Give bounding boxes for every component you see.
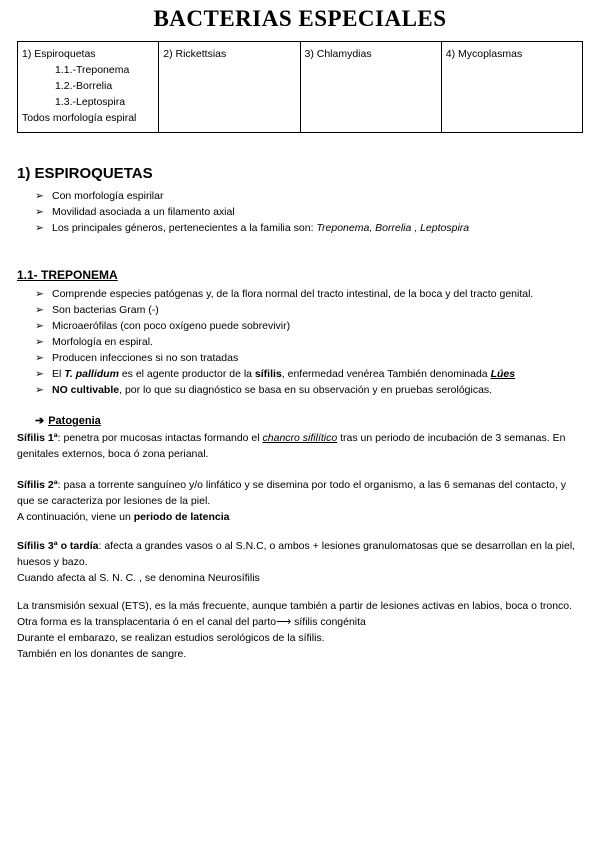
stage-label: Sífilis 1ª [17, 432, 58, 444]
right-arrow-icon: ➔ [35, 415, 45, 427]
disease-alias: Lúes [490, 368, 516, 380]
list-item: ➢ Morfología en espiral. [35, 336, 153, 348]
list-item: ➢ Con morfología espirilar [35, 190, 164, 202]
chancro-term: chancro sifilítico [262, 432, 338, 444]
text-line: También en los donantes de sangre. [17, 648, 187, 660]
text-line: La transmisión sexual (ETS), es la más frecuente, aunque también a partir de lesiones activas en labios, boca o tronco. [17, 600, 573, 612]
species-name: T. pallidum [64, 368, 119, 380]
arrow-bullet-icon: ➢ [35, 206, 44, 218]
paragraph-sifilis-secundaria: Sífilis 2ª: pasa a torrente sanguíneo y/o linfático y se disemina por todo el organismo, a las 6 semanas del contacto, y que se caracteriza por lesiones de la piel. A continuación, viene un periodo de latencia [17, 479, 567, 523]
patogenia-label: Patogenia [48, 415, 101, 427]
stage-label: Sífilis 3ª o tardía [17, 540, 99, 552]
table-cell-rickettsias: 2) Rickettsias [159, 42, 300, 133]
arrow-bullet-icon: ➢ [35, 336, 44, 348]
classification-table [17, 41, 583, 133]
latency-term: periodo de latencia [133, 511, 230, 523]
arrow-bullet-icon: ➢ [35, 222, 44, 234]
genera-names: Treponema, Borrelia , Leptospira [316, 222, 470, 234]
document-title: BACTERIAS ESPECIALES [153, 6, 447, 31]
list-item: ➢ Microaerófilas (con poco oxígeno puede sobrevivir) [35, 320, 291, 332]
text-line: Otra forma es la transplacentaria ó en el canal del parto⟶ sífilis congénita [17, 616, 366, 628]
arrow-bullet-icon: ➢ [35, 320, 44, 332]
not-cultivable-label: NO cultivable [52, 384, 120, 396]
list-item: ➢ NO cultivable, por lo que su diagnóstico se basa en su observación y en pruebas serológicas. [35, 384, 493, 396]
section-heading-espiroquetas: 1) ESPIROQUETAS [17, 165, 153, 182]
cell-subitem: 1.1.-Treponema [55, 64, 130, 76]
paragraph-sifilis-primaria: Sífilis 1ª: penetra por mucosas intactas formando el chancro sifilítico tras un periodo de incubación de 3 semanas. En genitales externos, boca ó zona perianal. [17, 432, 566, 460]
list-item: ➢ Movilidad asociada a un filamento axial [35, 206, 235, 218]
table-cell-chlamydias: 3) Chlamydias [300, 42, 441, 133]
arrow-bullet-icon: ➢ [35, 384, 44, 396]
paragraph-transmision [17, 598, 583, 662]
arrow-bullet-icon: ➢ [35, 368, 44, 380]
treponema-bullet-list [35, 286, 533, 398]
paragraph-sifilis-terciaria: Sífilis 3ª o tardía: afecta a grandes vasos o al S.N.C, o ambos + lesiones granulomatosas que se desarrollan en la piel, huesos y bazo. Cuando afecta al S. N. C. , se denomina Neurosífilis [17, 538, 583, 586]
list-item: ➢ Los principales géneros, pertenecientes a la familia son: Treponema, Borrelia , Leptospira [35, 222, 470, 234]
section-heading-treponema: 1.1- TREPONEMA [17, 268, 118, 282]
list-item: ➢ Producen infecciones si no son tratadas [35, 352, 239, 364]
cell-subitem: 1.2.-Borrelia [55, 80, 113, 92]
list-item: ➢ El T. pallidum es el agente productor de la sífilis, enfermedad venérea También denominada Lúes [35, 368, 516, 380]
neurosifilis-line: Cuando afecta al S. N. C. , se denomina Neurosífilis [17, 572, 260, 584]
list-item: ➢ Son bacterias Gram (-) [35, 304, 159, 316]
text-line: Durante el embarazo, se realizan estudios serológicos de la sífilis. [17, 632, 325, 644]
patogenia-heading [35, 414, 101, 427]
table-cell-espiroquetas [18, 42, 159, 133]
cell-subitem: 1.3.-Leptospira [55, 96, 126, 108]
espiroquetas-bullet-list [35, 188, 469, 236]
arrow-bullet-icon: ➢ [35, 352, 44, 364]
list-item: ➢ Comprende especies patógenas y, de la flora normal del tracto intestinal, de la boca y del tracto genital. [35, 288, 534, 300]
stage-label: Sífilis 2ª [17, 479, 58, 491]
cell-heading: 1) Espiroquetas [22, 48, 96, 60]
arrow-bullet-icon: ➢ [35, 304, 44, 316]
arrow-bullet-icon: ➢ [35, 190, 44, 202]
cell-footnote: Todos morfología espiral [22, 112, 137, 124]
arrow-bullet-icon: ➢ [35, 288, 44, 300]
table-cell-mycoplasmas: 4) Mycoplasmas [441, 42, 582, 133]
disease-name: sífilis [254, 368, 282, 380]
